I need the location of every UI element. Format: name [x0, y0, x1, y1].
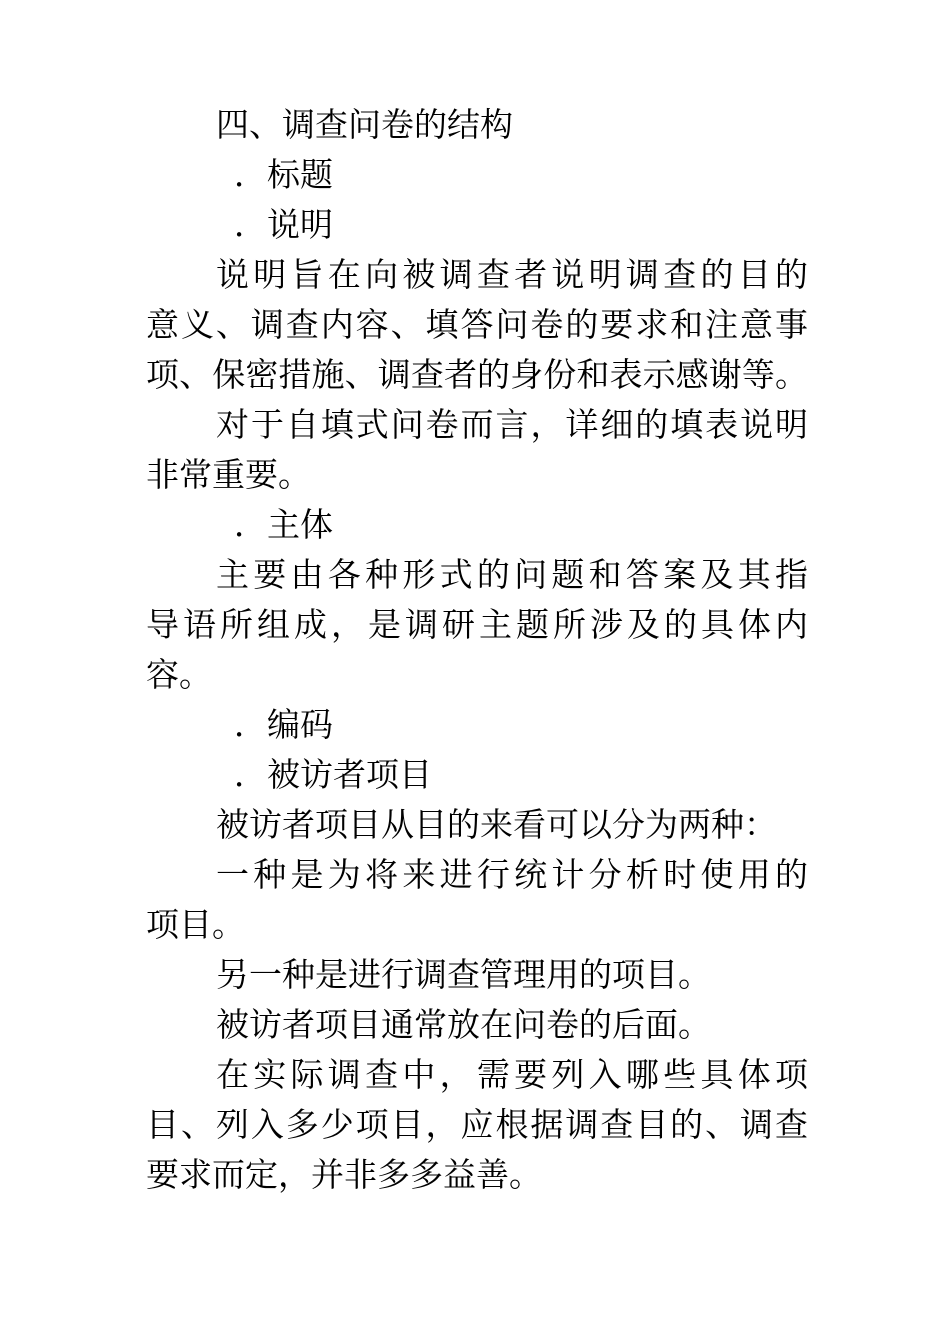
paragraph-line: 被访者项目通常放在问卷的后面。	[216, 1005, 711, 1044]
list-item-body: ．主体	[234, 505, 333, 544]
paragraph-line: 说明旨在向被调查者说明调查的目的	[216, 255, 808, 294]
list-item-title: ．标题	[234, 155, 333, 194]
paragraph-line: 在实际调查中，需要列入哪些具体项	[216, 1055, 808, 1094]
paragraph-line: 被访者项目从目的来看可以分为两种：	[216, 805, 777, 844]
paragraph-line: 要求而定，并非多多益善。	[146, 1155, 542, 1194]
paragraph-line: 导语所组成，是调研主题所涉及的具体内	[146, 605, 808, 644]
paragraph-line: 另一种是进行调查管理用的项目。	[216, 955, 711, 994]
paragraph-line: 对于自填式问卷而言，详细的填表说明	[216, 405, 808, 444]
paragraph-line: 项、保密措施、调查者的身份和表示感谢等。	[146, 355, 808, 394]
list-item-explanation: ．说明	[234, 205, 333, 244]
document-page	[146, 100, 808, 1200]
paragraph-line: 一种是为将来进行统计分析时使用的	[216, 855, 808, 894]
paragraph-line: 意义、调查内容、填答问卷的要求和注意事	[146, 305, 808, 344]
paragraph-line: 非常重要。	[146, 455, 311, 494]
paragraph-line: 容。	[146, 655, 212, 694]
paragraph-line: 项目。	[146, 905, 245, 944]
paragraph-line: 主要由各种形式的问题和答案及其指	[216, 555, 808, 594]
list-item-coding: ．编码	[234, 705, 333, 744]
paragraph-line: 目、列入多少项目，应根据调查目的、调查	[146, 1105, 808, 1144]
list-item-respondent: ．被访者项目	[234, 755, 432, 794]
section-heading: 四、调查问卷的结构	[216, 105, 513, 144]
